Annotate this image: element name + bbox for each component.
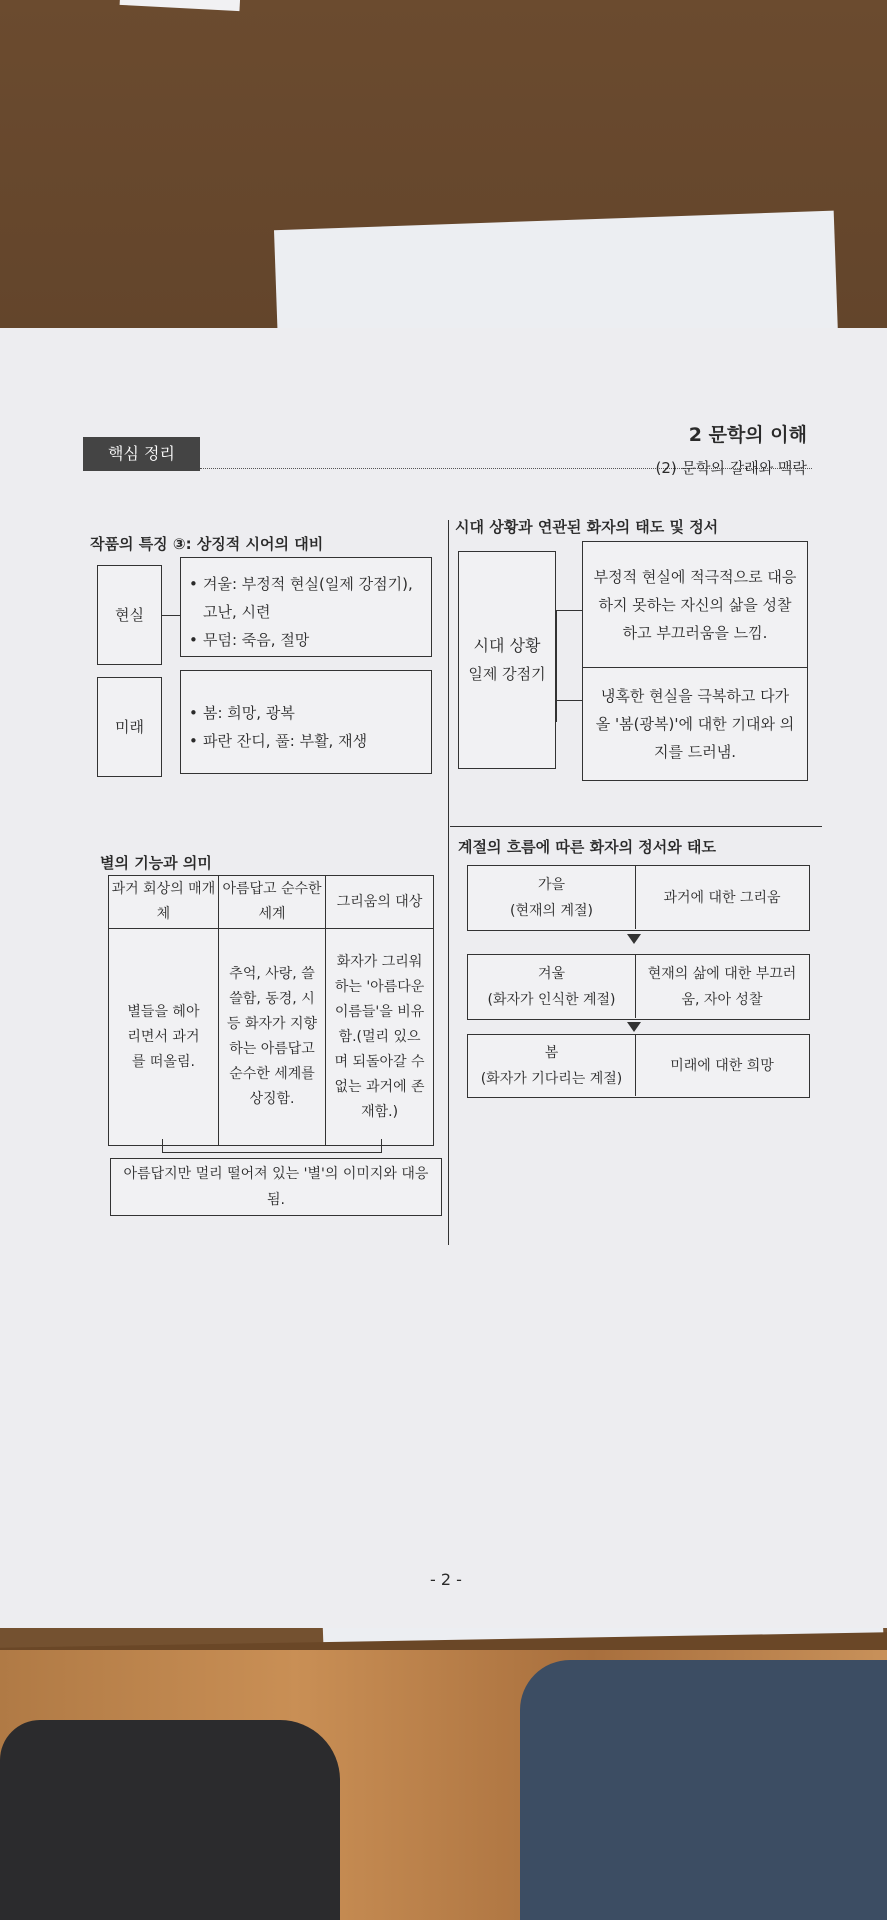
connector bbox=[162, 566, 182, 616]
label-reality: 현실 bbox=[97, 565, 162, 665]
section4-title: 계절의 흐름에 따른 화자의 정서와 태도 bbox=[458, 838, 716, 856]
season-name: 가을 bbox=[537, 876, 566, 893]
season-name: 겨울 bbox=[537, 965, 566, 982]
future-item: • 봄: 희망, 광복 bbox=[189, 699, 423, 727]
section1-title: 작품의 특징 ③: 상징적 시어의 대비 bbox=[90, 535, 324, 553]
era-label: 시대 상황 bbox=[473, 636, 541, 655]
down-arrow-icon bbox=[627, 1022, 641, 1032]
era-box bbox=[458, 551, 556, 769]
era-value: 일제 강점기 bbox=[468, 665, 546, 683]
table-header: 아름답고 순수한 세계 bbox=[218, 876, 325, 929]
attitude-hope-box: 냉혹한 현실을 극복하고 다가올 '봄(광복)'에 대한 기대와 의지를 드러냄. bbox=[582, 667, 808, 781]
table-cell: 추억, 사랑, 쓸쓸함, 동경, 시 등 화자가 지향하는 아름답고 순수한 세계를 상징함. bbox=[218, 929, 325, 1146]
reality-item: • 겨울: 부정적 현실(일제 강점기), 고난, 시련 bbox=[189, 570, 423, 626]
section-badge: 핵심 정리 bbox=[83, 437, 200, 471]
season-name: 봄 bbox=[544, 1044, 559, 1061]
season-row-autumn bbox=[467, 865, 810, 931]
page-number: - 2 - bbox=[430, 1570, 462, 1589]
season-note: (현재의 계절) bbox=[510, 902, 593, 919]
star-meaning-table bbox=[108, 875, 434, 1146]
chapter-title: 2 문학의 이해 bbox=[688, 424, 807, 446]
star-summary-box: 아름답지만 멀리 떨어져 있는 '별'의 이미지와 대응됨. bbox=[110, 1158, 442, 1216]
future-item: • 파란 잔디, 풀: 부활, 재생 bbox=[189, 727, 423, 755]
section3-title: 별의 기능과 의미 bbox=[100, 854, 212, 872]
season-row-winter bbox=[467, 954, 810, 1020]
table-bracket bbox=[162, 1139, 382, 1153]
reality-desc-box bbox=[180, 557, 432, 657]
row-divider bbox=[450, 826, 822, 827]
subchapter-title: (2) 문학의 갈래와 맥락 bbox=[655, 459, 807, 477]
left-leg bbox=[0, 1720, 340, 1920]
future-desc-box bbox=[180, 670, 432, 774]
table-header: 그리움의 대상 bbox=[326, 876, 434, 929]
right-leg bbox=[520, 1660, 887, 1920]
season-feeling: 미래에 대한 희망 bbox=[670, 1057, 774, 1074]
column-divider bbox=[448, 520, 449, 1245]
season-note: (화자가 기다리는 계절) bbox=[480, 1070, 623, 1087]
table-cell: 화자가 그리워하는 '아름다운 이름들'을 비유함.(멀리 있으며 되돌아갈 수 없는 과거에 존재함.) bbox=[326, 929, 434, 1146]
season-feeling: 과거에 대한 그리움 bbox=[663, 889, 781, 906]
table-cell: 별들을 헤아리면서 과거를 떠올림. bbox=[109, 929, 219, 1146]
season-feeling: 현재의 삶에 대한 부끄러움, 자아 성찰 bbox=[647, 965, 797, 1008]
down-arrow-icon bbox=[627, 934, 641, 944]
table-header: 과거 회상의 매개체 bbox=[109, 876, 219, 929]
attitude-reflect-box: 부정적 현실에 적극적으로 대응하지 못하는 자신의 삶을 성찰하고 부끄러움을 느낌. bbox=[582, 541, 808, 669]
connector-lower bbox=[556, 700, 582, 722]
section2-title: 시대 상황과 연관된 화자의 태도 및 정서 bbox=[455, 518, 719, 536]
season-row-spring bbox=[467, 1034, 810, 1098]
season-note: (화자가 인식한 계절) bbox=[487, 991, 616, 1008]
label-future: 미래 bbox=[97, 677, 162, 777]
reality-item: • 무덤: 죽음, 절망 bbox=[189, 626, 423, 654]
